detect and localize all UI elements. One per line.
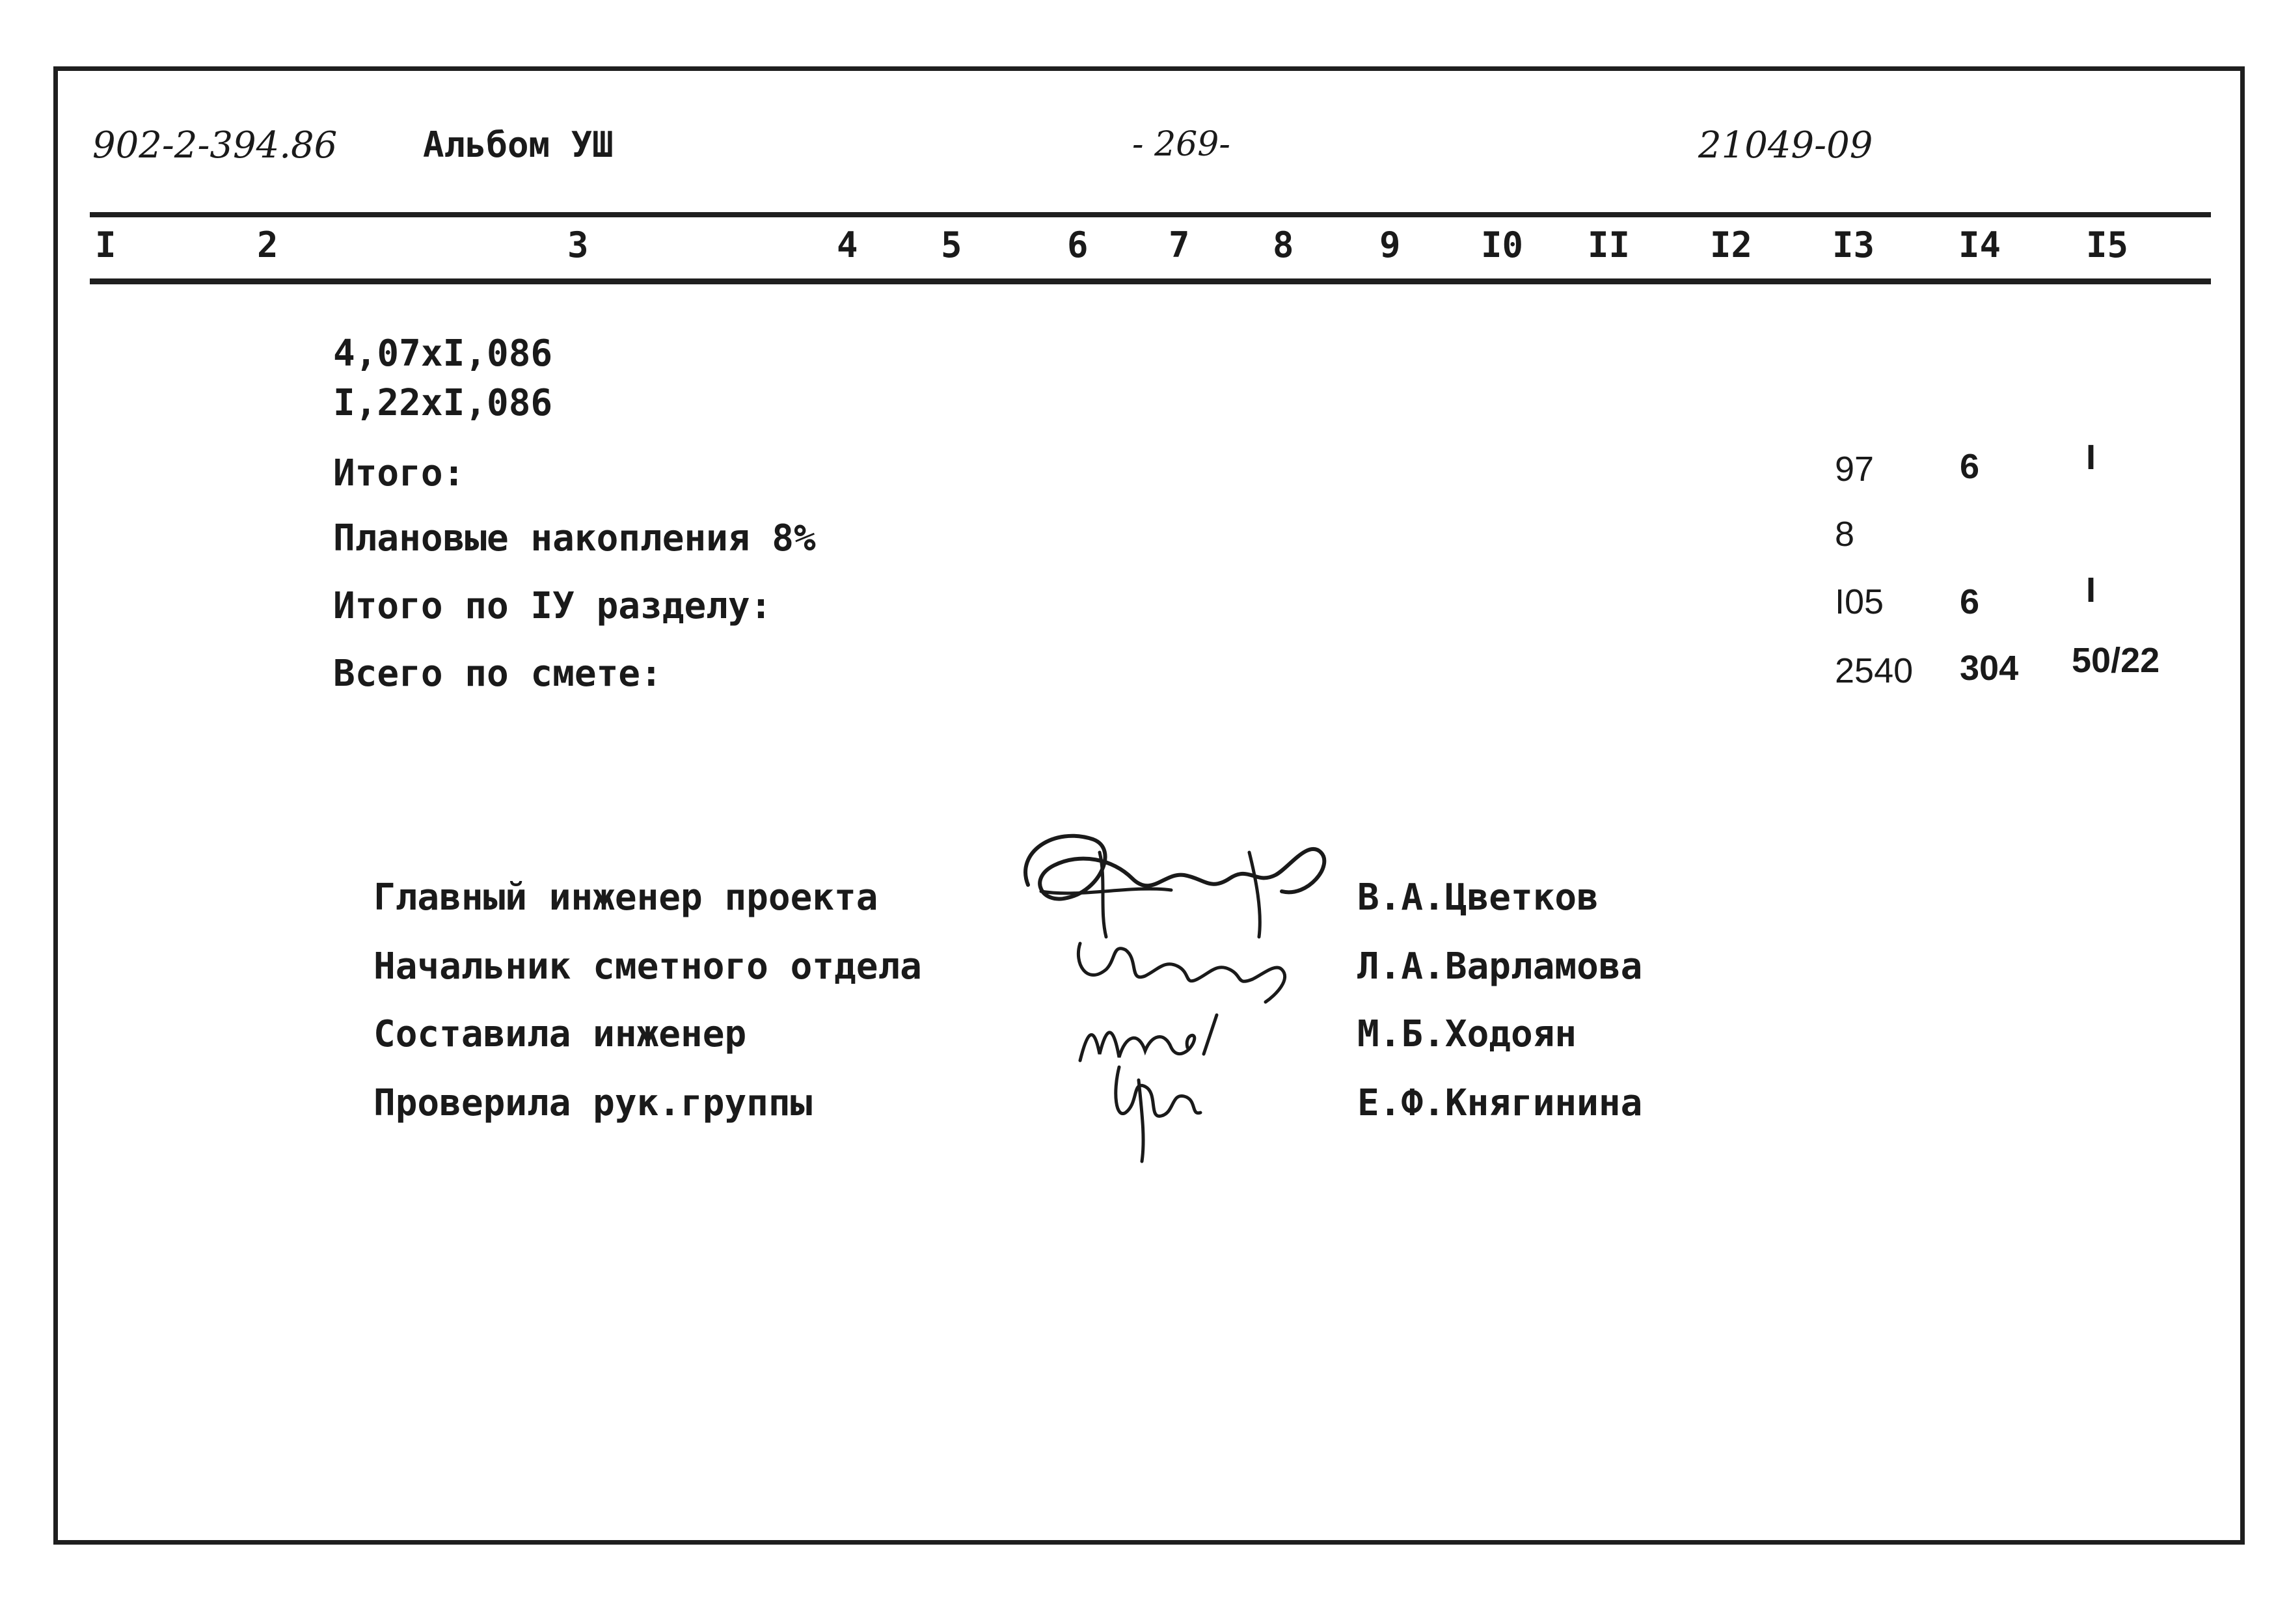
row-total-label: Итого: (333, 452, 465, 494)
doc-code: 902-2-394.86 (92, 124, 338, 167)
col-3: 3 (567, 224, 589, 265)
row-formula-2: I,22хI,086 (333, 382, 553, 424)
row-total-c14: 6 (1960, 447, 1980, 486)
col-7: 7 (1169, 224, 1190, 265)
col-14: I4 (1958, 224, 2001, 265)
signature-checker (1093, 1054, 1210, 1165)
page-number: - 269- (1132, 125, 1230, 164)
row-planned-c13: 8 (1835, 515, 1855, 554)
header-top-rule (90, 212, 2211, 217)
row-section-total-c13: I05 (1835, 582, 1884, 621)
row-formula-1: 4,07хI,086 (333, 332, 553, 375)
row-planned-label: Плановые накопления 8% (333, 517, 816, 560)
row-section-total-c14: 6 (1960, 582, 1980, 621)
col-11: II (1588, 224, 1631, 265)
sign-name-compiler: М.Б.Ходоян (1357, 1013, 1577, 1055)
col-5: 5 (941, 224, 962, 265)
sign-role-estimate-head: Начальник сметного отдела (373, 945, 922, 988)
col-4: 4 (837, 224, 858, 265)
sign-name-estimate-head: Л.А.Варламова (1357, 945, 1643, 988)
album-label: Альбом УШ (423, 124, 614, 165)
row-grand-total-label: Всего по смете: (333, 653, 662, 695)
sign-role-checker: Проверила рук.группы (373, 1082, 813, 1124)
col-13: I3 (1832, 224, 1875, 265)
sign-name-chief-engineer: В.А.Цветков (1357, 876, 1599, 919)
row-grand-total-c15: 50/22 (2072, 641, 2160, 680)
row-grand-total-c14: 304 (1960, 649, 2019, 688)
row-total-c15: I (2086, 438, 2096, 477)
col-15: I5 (2086, 224, 2129, 265)
col-12: I2 (1710, 224, 1753, 265)
col-8: 8 (1273, 224, 1294, 265)
col-10: I0 (1481, 224, 1524, 265)
header-bottom-rule (90, 278, 2211, 284)
sign-role-chief-engineer: Главный инженер проекта (373, 876, 878, 919)
col-6: 6 (1067, 224, 1089, 265)
sign-name-checker: Е.Ф.Княгинина (1357, 1082, 1643, 1124)
col-9: 9 (1379, 224, 1401, 265)
row-total-c13: 97 (1835, 450, 1875, 489)
document-frame (53, 66, 2245, 1545)
col-2: 2 (257, 224, 278, 265)
sheet-code: 21049-09 (1698, 124, 1873, 167)
row-section-total-label: Итого по IУ разделу: (333, 585, 772, 627)
sign-role-compiler: Составила инженер (373, 1013, 747, 1055)
col-1: I (95, 224, 116, 265)
row-section-total-c15: I (2086, 571, 2096, 610)
row-grand-total-c13: 2540 (1835, 651, 1914, 690)
